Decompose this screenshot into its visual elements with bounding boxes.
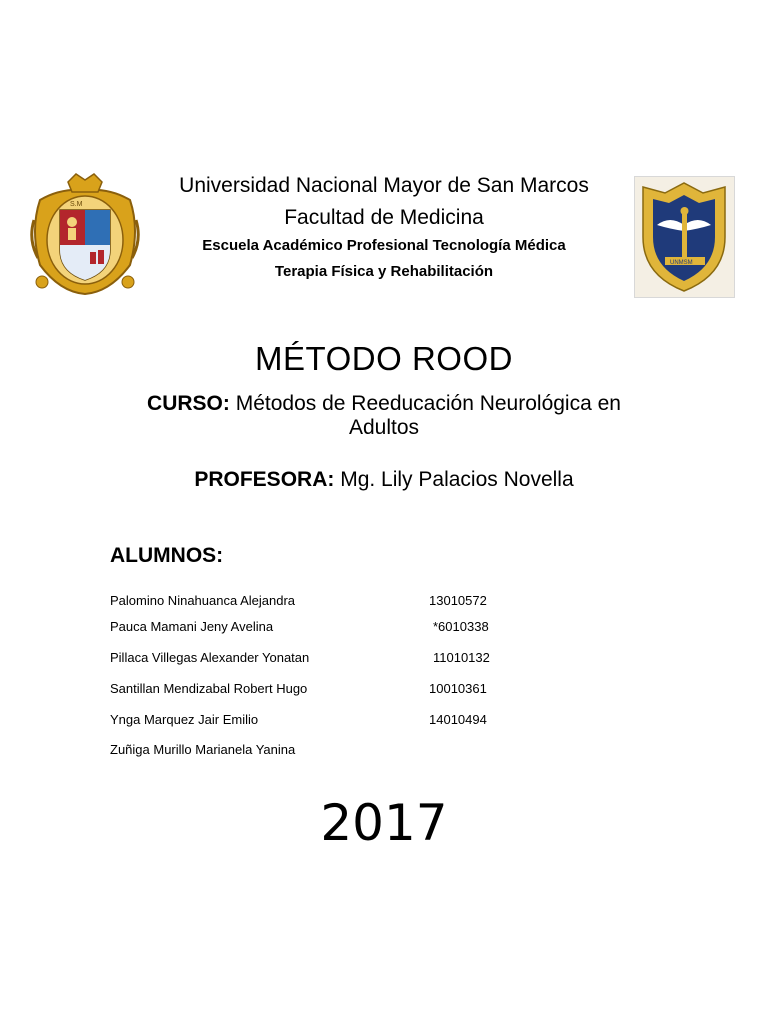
shield-banner-text: UNMSM [670,260,693,266]
course-label: CURSO: [147,392,230,415]
course-line [110,392,658,440]
course-value: Métodos de Reeducación Neurológica en Adultos [235,392,621,439]
year: 2017 [320,794,448,852]
school-name: Escuela Académico Profesional Tecnología Médica [202,237,566,254]
university-coat-of-arms-icon [30,170,140,295]
program-name: Terapia Física y Rehabilitación [274,263,494,280]
faculty-name: Facultad de Medicina [284,206,484,229]
student-code: 11010132 [433,650,490,665]
student-name: Pillaca Villegas Alexander Yonatan [110,650,310,665]
teacher-label: PROFESORA: [194,468,335,491]
student-code: 14010494 [429,712,487,727]
student-name: Ynga Marquez Jair Emilio [110,712,259,727]
document-title: MÉTODO ROOD [255,340,513,377]
student-name: Zuñiga Murillo Marianela Yanina [110,742,296,757]
students-heading: ALUMNOS: [110,544,224,567]
student-name: Palomino Ninahuanca Alejandra [110,593,296,608]
student-name: Pauca Mamani Jeny Avelina [110,619,274,634]
student-code: 13010572 [429,593,487,608]
crest-letters: S.M [70,201,83,208]
student-name: Santillan Mendizabal Robert Hugo [110,681,308,696]
teacher-value: Mg. Lily Palacios Novella [340,468,574,491]
school-shield-icon [634,176,735,298]
teacher-line [0,466,768,494]
student-code: *6010338 [433,619,489,634]
student-code: 10010361 [429,681,487,696]
university-name: Universidad Nacional Mayor de San Marcos [179,174,589,197]
